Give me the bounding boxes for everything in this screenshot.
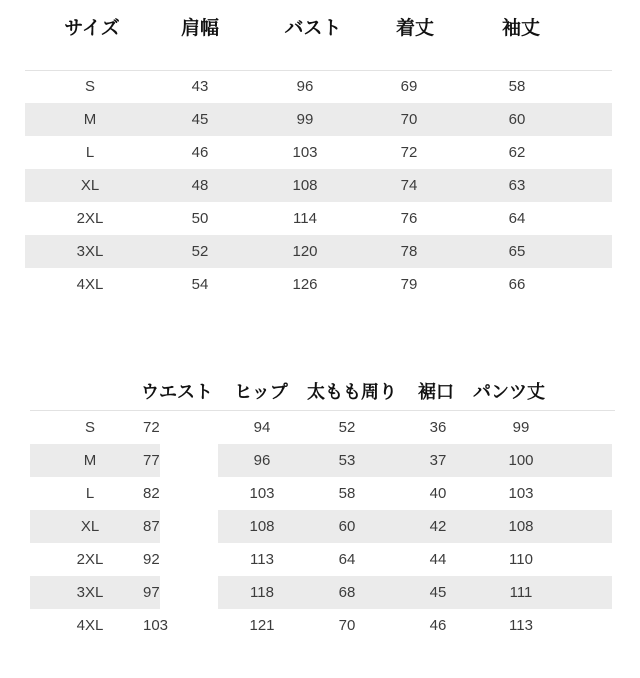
pants-length-cell: 100	[508, 452, 534, 469]
shoulder-width-header: 肩幅	[180, 17, 219, 39]
sleeve-length-cell: 58	[508, 78, 526, 95]
bust-header: バスト	[284, 17, 342, 39]
waist-cell: 97	[143, 584, 160, 601]
top-table-row-4xl	[0, 268, 640, 301]
hem-cell: 42	[429, 518, 447, 535]
top-table-row-2xl	[0, 202, 640, 235]
bust-cell: 103	[292, 144, 318, 161]
hip-cell: 113	[250, 551, 274, 568]
pants-length-cell: 99	[512, 419, 530, 436]
top-table-header-row	[0, 12, 640, 44]
hem-cell: 45	[429, 584, 447, 601]
bust-cell: 114	[293, 210, 317, 227]
pants-length-cell: 103	[508, 485, 534, 502]
size-header: サイズ	[64, 17, 120, 39]
waist-cell: 82	[143, 485, 160, 502]
waist-cell: 87	[143, 518, 160, 535]
hip-cell: 96	[253, 452, 271, 469]
thigh-cell: 64	[338, 551, 356, 568]
thigh-cell: 53	[338, 452, 356, 469]
hip-cell: 118	[250, 584, 274, 601]
bust-cell: 120	[292, 243, 318, 260]
bust-cell: 99	[296, 111, 314, 128]
length-cell: 74	[400, 177, 418, 194]
length-cell: 72	[400, 144, 418, 161]
length-cell: 79	[400, 276, 418, 293]
bottom-table-header-row	[0, 377, 640, 409]
hem-cell: 36	[429, 419, 447, 436]
sleeve-length-header: 袖丈	[501, 17, 540, 39]
size-cell: XL	[80, 518, 100, 535]
bottom-table-row-2xl	[0, 543, 640, 576]
pants-length-cell: 111	[509, 584, 533, 601]
hem-cell: 44	[429, 551, 447, 568]
shoulder-width-cell: 50	[191, 210, 209, 227]
sleeve-length-cell: 63	[508, 177, 526, 194]
length-cell: 70	[400, 111, 418, 128]
sleeve-length-cell: 60	[508, 111, 526, 128]
bottom-table-row-3xl	[0, 576, 640, 609]
hem-cell: 40	[429, 485, 447, 502]
size-cell: M	[83, 111, 97, 128]
bottom-table-row-xl	[0, 510, 640, 543]
size-cell: 4XL	[76, 276, 104, 293]
top-table-row-s	[0, 70, 640, 103]
bottom-table-row-l	[0, 477, 640, 510]
top-table-row-l	[0, 136, 640, 169]
hip-cell: 94	[253, 419, 271, 436]
size-cell: 2XL	[76, 551, 104, 568]
size-cell: L	[85, 485, 95, 502]
waist-header: ウエスト	[141, 382, 213, 403]
thigh-cell: 68	[338, 584, 356, 601]
waist-cell: 92	[143, 551, 160, 568]
thigh-header: 太もも周り	[307, 382, 397, 403]
shoulder-width-cell: 46	[191, 144, 209, 161]
size-cell: S	[84, 419, 95, 436]
shoulder-width-cell: 54	[191, 276, 209, 293]
thigh-cell: 52	[338, 419, 356, 436]
bottom-table-row-s	[0, 411, 640, 444]
pants-length-header: パンツ丈	[473, 382, 545, 403]
sleeve-length-cell: 64	[508, 210, 526, 227]
shoulder-width-cell: 45	[191, 111, 209, 128]
size-cell: 2XL	[76, 210, 104, 227]
top-table-row-m	[0, 103, 640, 136]
hip-cell: 121	[249, 617, 275, 634]
hip-cell: 108	[249, 518, 275, 535]
waist-cell: 77	[143, 452, 160, 469]
shoulder-width-cell: 48	[191, 177, 209, 194]
bust-cell: 108	[292, 177, 318, 194]
waist-cell: 72	[143, 419, 160, 436]
sleeve-length-cell: 65	[508, 243, 526, 260]
size-cell: XL	[80, 177, 100, 194]
shoulder-width-cell: 43	[191, 78, 209, 95]
thigh-cell: 58	[338, 485, 356, 502]
size-cell: L	[85, 144, 95, 161]
hem-cell: 37	[429, 452, 447, 469]
pants-length-cell: 110	[509, 551, 533, 568]
thigh-cell: 70	[338, 617, 356, 634]
sleeve-length-cell: 62	[508, 144, 526, 161]
hip-cell: 103	[249, 485, 275, 502]
waist-cell: 103	[143, 617, 169, 634]
size-cell: M	[83, 452, 97, 469]
top-table-row-3xl	[0, 235, 640, 268]
size-cell: 3XL	[76, 584, 104, 601]
hem-header: 裾口	[418, 382, 454, 403]
hip-header: ヒップ	[234, 382, 288, 403]
pants-length-cell: 113	[509, 617, 533, 634]
size-cell: 3XL	[76, 243, 104, 260]
bottom-table-row-4xl	[0, 609, 640, 642]
shoulder-width-cell: 52	[191, 243, 209, 260]
length-cell: 69	[400, 78, 418, 95]
hem-cell: 46	[429, 617, 447, 634]
size-cell: S	[84, 78, 95, 95]
size-cell: 4XL	[76, 617, 104, 634]
pants-length-cell: 108	[508, 518, 534, 535]
bottom-table-row-m	[0, 444, 640, 477]
length-cell: 76	[400, 210, 418, 227]
top-table-row-xl	[0, 169, 640, 202]
length-header: 着丈	[395, 17, 434, 39]
thigh-cell: 60	[338, 518, 356, 535]
sleeve-length-cell: 66	[508, 276, 526, 293]
bust-cell: 126	[292, 276, 318, 293]
length-cell: 78	[400, 243, 418, 260]
bust-cell: 96	[296, 78, 314, 95]
